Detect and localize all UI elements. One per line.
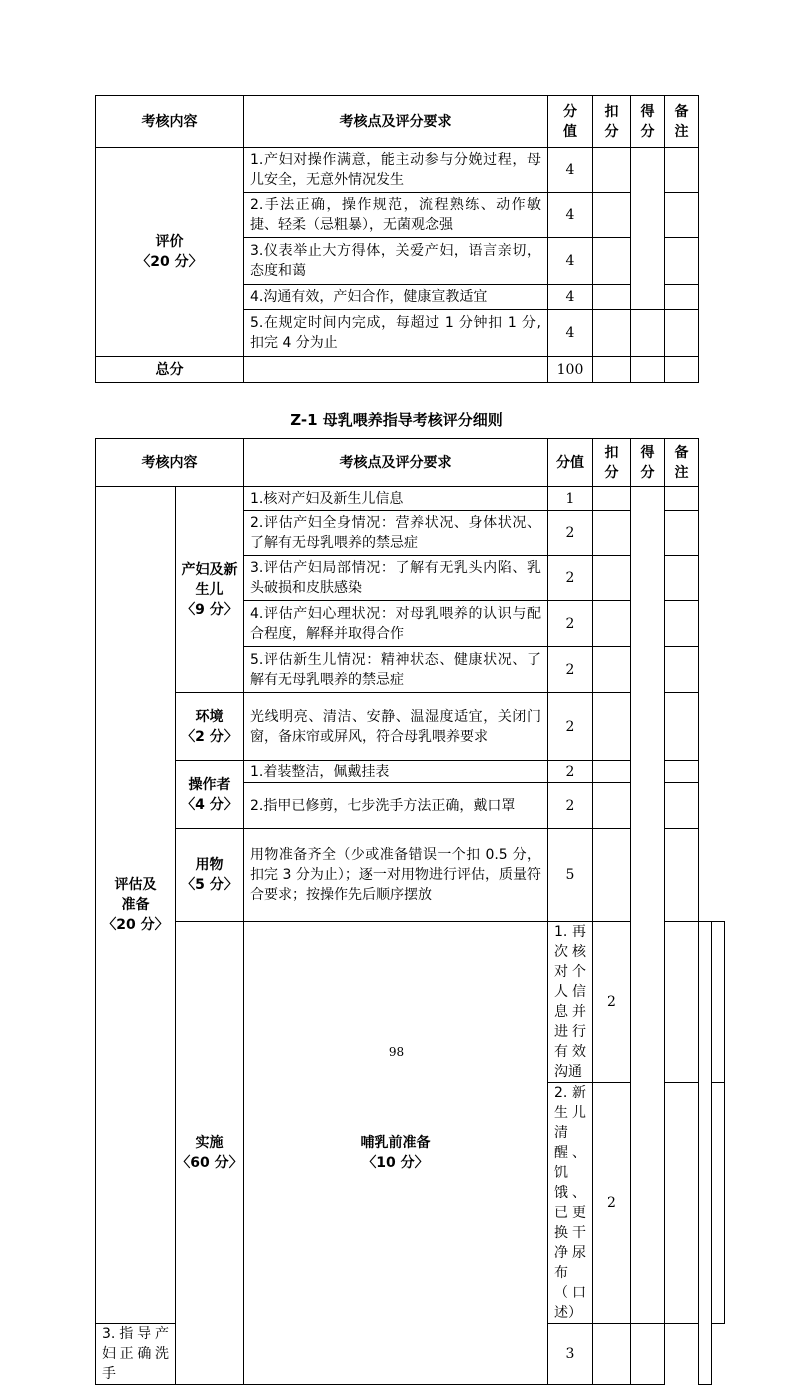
deduct-cell — [665, 1083, 699, 1324]
note-cell — [665, 238, 699, 285]
criteria-text: 4.沟通有效，产妇合作，健康宣教适宜 — [244, 285, 548, 310]
criteria-text: 1.再次核对个人信息并进行有效沟通 — [548, 922, 593, 1083]
header-content: 考核内容 — [96, 96, 244, 148]
total-row — [96, 357, 699, 383]
total-score: 100 — [548, 357, 593, 383]
criteria-text: 3.评估产妇局部情况：了解有无乳头内陷、乳头破损和皮肤感染 — [244, 556, 548, 601]
total-label: 总分 — [96, 357, 244, 383]
score-value: 4 — [548, 148, 593, 193]
header-deduct: 扣 分 — [593, 439, 631, 487]
deduct-cell — [593, 556, 631, 601]
section-implementation: 实施 〈60 分〉 — [176, 922, 244, 1385]
table-row — [96, 693, 725, 761]
score-value: 2 — [548, 693, 593, 761]
section-evaluation: 评价 〈20 分〉 — [96, 148, 244, 357]
criteria-text: 2.新生儿清醒、饥饿、已更换干净尿布（口述） — [548, 1083, 593, 1324]
header-criteria: 考核点及评分要求 — [244, 439, 548, 487]
get-cell — [631, 357, 665, 383]
score-value: 2 — [548, 783, 593, 829]
note-cell — [665, 310, 699, 357]
subsection-operator: 操作者 〈4 分〉 — [176, 761, 244, 829]
deduct-cell — [593, 193, 631, 238]
score-value: 2 — [548, 556, 593, 601]
deduct-cell — [593, 1324, 631, 1385]
score-value: 4 — [548, 310, 593, 357]
note-cell — [665, 487, 699, 511]
deduct-cell — [593, 693, 631, 761]
criteria-text: 4.评估产妇心理状况：对母乳喂养的认识与配合程度，解释并取得合作 — [244, 601, 548, 647]
deduct-cell — [593, 148, 631, 193]
note-cell — [665, 285, 699, 310]
table-row — [96, 761, 725, 783]
criteria-text: 2.评估产妇全身情况：营养状况、身体状况、了解有无母乳喂养的禁忌症 — [244, 511, 548, 556]
header-deduct: 扣 分 — [593, 96, 631, 148]
deduct-cell — [593, 487, 631, 511]
criteria-text: 5.评估新生儿情况：精神状态、健康状况、了解有无母乳喂养的禁忌症 — [244, 647, 548, 693]
get-cell — [699, 922, 712, 1385]
section-assessment-preparation: 评估及 准备 〈20 分〉 — [96, 487, 176, 1324]
header-criteria: 考核点及评分要求 — [244, 96, 548, 148]
deduct-cell — [593, 647, 631, 693]
score-value: 3 — [548, 1324, 593, 1385]
deduct-cell — [593, 783, 631, 829]
score-value: 2 — [593, 922, 631, 1083]
deduct-cell — [593, 829, 631, 922]
deduct-cell — [593, 511, 631, 556]
note-cell — [665, 761, 699, 783]
criteria-text: 1.产妇对操作满意，能主动参与分娩过程，母儿安全，无意外情况发生 — [244, 148, 548, 193]
total-criteria-cell — [244, 357, 548, 383]
score-value: 2 — [548, 601, 593, 647]
score-value: 2 — [548, 511, 593, 556]
header-note: 备 注 — [665, 439, 699, 487]
criteria-text: 5.在规定时间内完成，每超过 1 分钟扣 1 分,扣完 4 分为止 — [244, 310, 548, 357]
score-value: 4 — [548, 285, 593, 310]
criteria-text: 3.指导产妇正确洗手 — [96, 1324, 176, 1385]
note-cell — [665, 829, 699, 922]
score-value: 2 — [548, 761, 593, 783]
note-cell — [665, 357, 699, 383]
criteria-text: 2.手法正确，操作规范，流程熟练、动作敏捷、轻柔（忌粗暴），无菌观念强 — [244, 193, 548, 238]
subsection-supplies: 用物 〈5 分〉 — [176, 829, 244, 922]
subsection-pre-feeding: 哺乳前准备 〈10 分〉 — [244, 922, 548, 1385]
header-score: 分值 — [548, 439, 593, 487]
table-title: Z-1 母乳喂养指导考核评分细则 — [290, 411, 503, 429]
score-value: 4 — [548, 193, 593, 238]
note-cell — [665, 783, 699, 829]
table-header-row — [96, 439, 725, 487]
deduct-cell — [593, 285, 631, 310]
deduct-cell — [593, 601, 631, 647]
note-cell — [665, 693, 699, 761]
criteria-text: 2.指甲已修剪，七步洗手方法正确，戴口罩 — [244, 783, 548, 829]
note-cell — [631, 1324, 665, 1385]
table-row — [96, 148, 699, 193]
score-value: 2 — [548, 647, 593, 693]
criteria-text: 1.着装整洁，佩戴挂表 — [244, 761, 548, 783]
note-cell — [665, 148, 699, 193]
page-number: 98 — [388, 1045, 405, 1059]
header-score: 分 值 — [548, 96, 593, 148]
score-value: 1 — [548, 487, 593, 511]
deduct-cell — [593, 357, 631, 383]
get-cell — [631, 310, 665, 357]
deduct-cell — [593, 761, 631, 783]
table-row — [96, 829, 725, 922]
note-cell — [665, 556, 699, 601]
note-cell — [665, 511, 699, 556]
subsection-environment: 环境 〈2 分〉 — [176, 693, 244, 761]
get-cell — [631, 487, 665, 1324]
header-note: 备 注 — [665, 96, 699, 148]
score-value: 4 — [548, 238, 593, 285]
note-cell — [665, 193, 699, 238]
subsection-mother-newborn: 产妇及新 生儿 〈9 分〉 — [176, 487, 244, 693]
score-value: 2 — [593, 1083, 631, 1324]
deduct-cell — [593, 238, 631, 285]
criteria-text: 3.仪表举止大方得体，关爱产妇，语言亲切，态度和蔼 — [244, 238, 548, 285]
header-content: 考核内容 — [96, 439, 244, 487]
get-cell — [631, 148, 665, 310]
note-cell — [665, 647, 699, 693]
deduct-cell — [593, 310, 631, 357]
evaluation-table — [95, 95, 699, 383]
score-value: 5 — [548, 829, 593, 922]
table-header-row — [96, 96, 699, 148]
criteria-text: 光线明亮、清洁、安静、温湿度适宜，关闭门窗，备床帘或屏风，符合母乳喂养要求 — [244, 693, 548, 761]
header-get: 得 分 — [631, 439, 665, 487]
criteria-text: 用物准备齐全（少或准备错误一个扣 0.5 分，扣完 3 分为止）；逐一对用物进行评估，质量符合要求；按操作先后顺序摆放 — [244, 829, 548, 922]
criteria-text: 1.核对产妇及新生儿信息 — [244, 487, 548, 511]
table-row — [96, 487, 725, 511]
note-cell — [665, 601, 699, 647]
note-cell — [712, 1083, 725, 1324]
breastfeeding-scoring-table — [95, 438, 725, 1385]
header-get: 得 分 — [631, 96, 665, 148]
